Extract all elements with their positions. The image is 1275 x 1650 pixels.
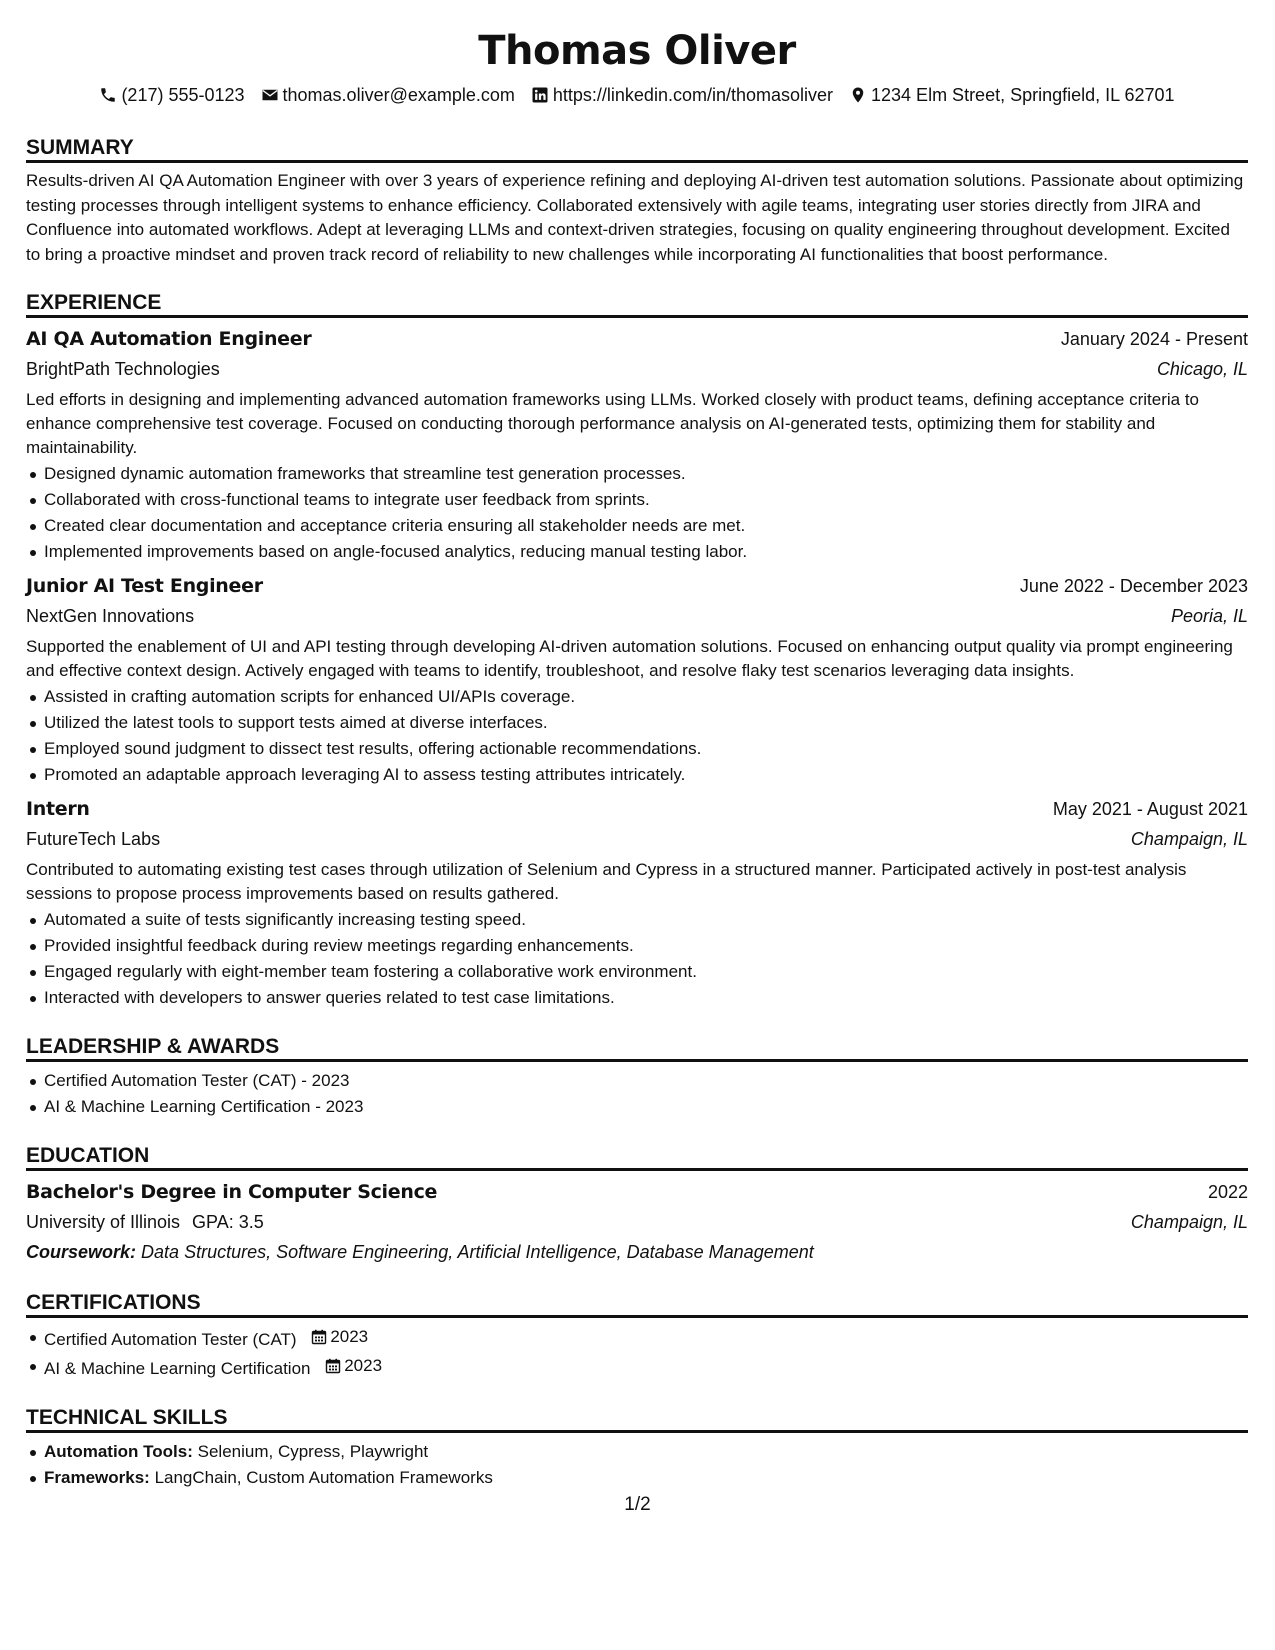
list-item: Assisted in crafting automation scripts for enhanced UI/APIs coverage. <box>26 684 1248 710</box>
cert-name: Certified Automation Tester (CAT) <box>44 1330 297 1349</box>
school-info <box>26 1208 264 1237</box>
skill-value: LangChain, Custom Automation Frameworks <box>154 1468 493 1487</box>
list-item: Automated a suite of tests significantly increasing testing speed. <box>26 907 1248 933</box>
job-dates: January 2024 - Present <box>1060 329 1248 349</box>
cert-name: AI & Machine Learning Certification <box>44 1359 311 1378</box>
linkedin-text[interactable]: https://linkedin.com/in/thomasoliver <box>552 84 834 105</box>
job-entry <box>26 324 1248 565</box>
contact-bar <box>26 82 1248 108</box>
certifications-list <box>26 1324 1248 1382</box>
job-title: Junior AI Test Engineer <box>26 575 263 597</box>
list-item: Implemented improvements based on angle-focused analytics, reducing manual testing labor. <box>26 539 1248 565</box>
list-item: Certified Automation Tester (CAT) - 2023 <box>26 1068 1248 1094</box>
contact-address <box>849 85 1175 106</box>
calendar-icon <box>311 1329 327 1345</box>
cert-year: 2023 <box>344 1356 383 1375</box>
job-location: Chicago, IL <box>1156 359 1248 379</box>
list-item: Employed sound judgment to dissect test results, offering actionable recommendations. <box>26 736 1248 762</box>
job-company: FutureTech Labs <box>26 829 161 849</box>
section-heading: SUMMARY <box>26 132 1248 163</box>
page-number: 1/2 <box>624 1494 651 1515</box>
list-item <box>26 1353 1248 1382</box>
email-text[interactable]: thomas.oliver@example.com <box>282 84 515 105</box>
job-description: Contributed to automating existing test cases through utilization of Selenium and Cypress in a structured manner. Participated actively in post-test analysis sessions to propose process improvements based on results gathered. <box>26 860 1187 903</box>
graduation-year: 2022 <box>1207 1182 1248 1202</box>
job-description: Supported the enablement of UI and API testing through developing AI-driven automation solutions. Focused on enhancing output quality via prompt engineering and effective context design. Actively engaged with teams to identify, troubleshoot, and resolve flaky test scenarios leveraging data insights. <box>26 637 1233 680</box>
job-company: BrightPath Technologies <box>26 359 220 379</box>
skills-section <box>26 1402 1248 1491</box>
job-location: Peoria, IL <box>1170 606 1248 626</box>
list-item: Utilized the latest tools to support tests aimed at diverse interfaces. <box>26 710 1248 736</box>
section-heading: EDUCATION <box>26 1140 1248 1171</box>
certifications-section <box>26 1287 1248 1382</box>
skill-label: Automation Tools: <box>44 1442 193 1461</box>
school-name: University of Illinois <box>26 1212 181 1232</box>
gpa: GPA: 3.5 <box>192 1212 264 1232</box>
job-dates: June 2022 - December 2023 <box>1019 576 1248 596</box>
section-heading: CERTIFICATIONS <box>26 1287 1248 1318</box>
contact-phone <box>99 85 244 106</box>
list-item <box>26 1324 1248 1353</box>
list-item: AI & Machine Learning Certification - 2023 <box>26 1094 1248 1120</box>
summary-text: Results-driven AI QA Automation Engineer with over 3 years of experience refining and deploying AI-driven test automation solutions. Passionate about optimizing testing processes through intelligent systems to enhance efficiency. Collaborated extensively with agile teams, integrating user stories directly from JIRA and Confluence into automated workflows. Adept at leveraging LLMs and context-driven strategies, focusing on quality engineering throughout development. Excited to bring a proactive mindset and proven track record of reliability to new challenges while incorporating AI functionalities that boost performance. <box>26 171 1244 264</box>
job-bullets <box>26 684 1248 788</box>
address-text: 1234 Elm Street, Springfield, IL 62701 <box>871 84 1175 105</box>
cert-date <box>311 1324 368 1350</box>
job-title: Intern <box>26 798 90 820</box>
list-item: Engaged regularly with eight-member team fostering a collaborative work environment. <box>26 959 1248 985</box>
envelope-icon <box>261 86 279 104</box>
list-item: Created clear documentation and acceptance criteria ensuring all stakeholder needs are met. <box>26 513 1248 539</box>
section-heading: LEADERSHIP & AWARDS <box>26 1031 1248 1062</box>
section-heading: EXPERIENCE <box>26 287 1248 318</box>
list-item: Provided insightful feedback during review meetings regarding enhancements. <box>26 933 1248 959</box>
coursework <box>26 1237 1248 1267</box>
job-title: AI QA Automation Engineer <box>26 328 312 350</box>
map-pin-icon <box>849 86 867 104</box>
coursework-label: Coursework: <box>26 1242 137 1262</box>
degree-title: Bachelor's Degree in Computer Science <box>26 1181 438 1203</box>
cert-year: 2023 <box>330 1327 369 1346</box>
list-item <box>26 1439 1248 1465</box>
summary-section <box>26 132 1248 267</box>
skills-list <box>26 1439 1248 1491</box>
contact-email[interactable] <box>261 85 515 106</box>
list-item: Interacted with developers to answer queries related to test case limitations. <box>26 985 1248 1011</box>
job-description: Led efforts in designing and implementing advanced automation frameworks using LLMs. Worked closely with product teams, defining acceptance criteria to enhance comprehensive test coverage. Focused on conducting thorough performance analysis on AI-generated tests, optimizing them for stability and maintainability. <box>26 390 1199 457</box>
phone-text: (217) 555-0123 <box>121 84 245 105</box>
job-bullets <box>26 461 1248 565</box>
resume-page <box>26 0 1248 1650</box>
list-item: Collaborated with cross-functional teams to integrate user feedback from sprints. <box>26 487 1248 513</box>
section-heading: TECHNICAL SKILLS <box>26 1402 1248 1433</box>
school-location: Champaign, IL <box>1130 1212 1248 1232</box>
list-item: Promoted an adaptable approach leveraging AI to assess testing attributes intricately. <box>26 762 1248 788</box>
job-entry <box>26 794 1248 1011</box>
contact-linkedin[interactable] <box>531 85 833 106</box>
awards-list <box>26 1068 1248 1120</box>
skill-label: Frameworks: <box>44 1468 150 1487</box>
candidate-name: Thomas Oliver <box>478 28 796 74</box>
calendar-icon <box>325 1358 341 1374</box>
coursework-list: Data Structures, Software Engineering, Artificial Intelligence, Database Management <box>141 1242 814 1262</box>
skill-value: Selenium, Cypress, Playwright <box>197 1442 429 1461</box>
job-location: Champaign, IL <box>1130 829 1248 849</box>
education-section <box>26 1140 1248 1267</box>
list-item <box>26 1465 1248 1491</box>
list-item: Designed dynamic automation frameworks that streamline test generation processes. <box>26 461 1248 487</box>
job-dates: May 2021 - August 2021 <box>1052 799 1248 819</box>
linkedin-icon <box>531 86 549 104</box>
job-company: NextGen Innovations <box>26 606 195 626</box>
cert-date <box>325 1353 382 1379</box>
experience-section <box>26 287 1248 1011</box>
phone-icon <box>99 86 117 104</box>
job-entry <box>26 571 1248 788</box>
leadership-section <box>26 1031 1248 1120</box>
job-bullets <box>26 907 1248 1011</box>
